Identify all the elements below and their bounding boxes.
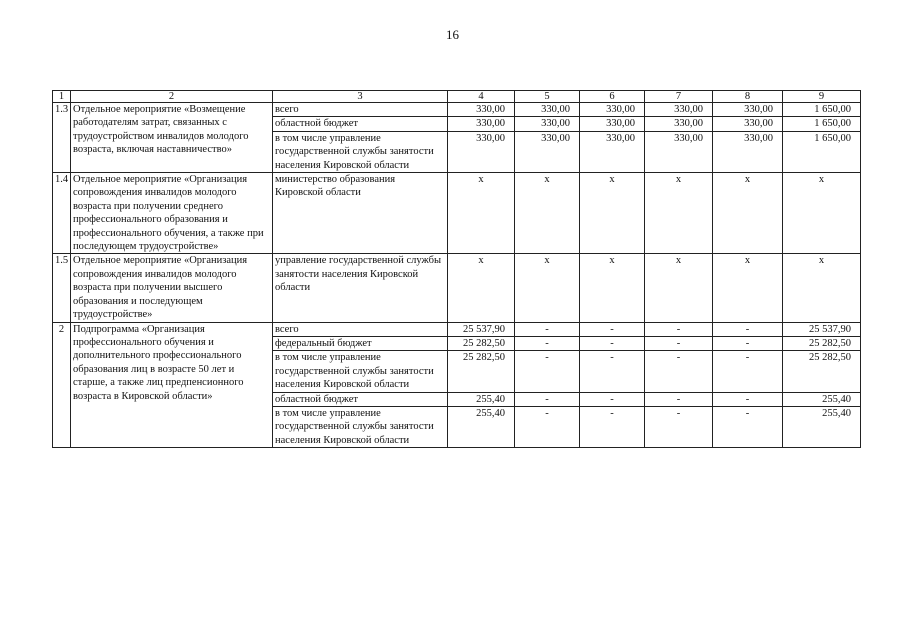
value-cell: х <box>645 254 713 322</box>
value-cell: - <box>645 351 713 392</box>
value-cell: х <box>515 254 580 322</box>
row-number: 1.4 <box>53 173 71 254</box>
value-cell: 25 282,50 <box>448 336 515 350</box>
value-cell: 25 537,90 <box>448 322 515 336</box>
value-cell: 330,00 <box>448 131 515 172</box>
header-cell: 2 <box>71 91 273 103</box>
table-row <box>53 103 861 117</box>
table-row <box>53 322 861 336</box>
value-cell: х <box>580 173 645 254</box>
value-cell: х <box>580 254 645 322</box>
value-cell: 255,40 <box>783 392 861 406</box>
value-cell: 25 282,50 <box>783 336 861 350</box>
row-number: 2 <box>53 322 71 448</box>
value-cell: 330,00 <box>580 103 645 117</box>
value-cell: 330,00 <box>580 131 645 172</box>
value-cell: 330,00 <box>515 131 580 172</box>
funding-source: областной бюджет <box>273 392 448 406</box>
value-cell: 330,00 <box>713 103 783 117</box>
subprogram-name: Подпрограмма «Организация профессионального обучения и дополнительного профессионального образования лиц в возрасте 50 лет и старше, а также лиц предпенсионного возраста в Кировской области» <box>71 322 273 448</box>
value-cell: 25 282,50 <box>448 351 515 392</box>
funding-source: в том числе управление государственной службы занятости населения Кировской области <box>273 351 448 392</box>
value-cell: - <box>645 322 713 336</box>
row-number: 1.3 <box>53 103 71 173</box>
header-cell: 6 <box>580 91 645 103</box>
table-row <box>53 254 861 322</box>
value-cell: - <box>580 336 645 350</box>
value-cell: 25 282,50 <box>783 351 861 392</box>
value-cell: х <box>448 254 515 322</box>
value-cell: - <box>713 351 783 392</box>
value-cell: - <box>515 336 580 350</box>
page-number: 16 <box>446 27 459 42</box>
funding-source: федеральный бюджет <box>273 336 448 350</box>
value-cell: 330,00 <box>713 131 783 172</box>
value-cell: 255,40 <box>448 406 515 447</box>
table-row <box>53 173 861 254</box>
value-cell: 330,00 <box>645 117 713 131</box>
value-cell: - <box>515 351 580 392</box>
value-cell: 330,00 <box>515 117 580 131</box>
row-number: 1.5 <box>53 254 71 322</box>
header-cell: 3 <box>273 91 448 103</box>
value-cell: 1 650,00 <box>783 117 861 131</box>
value-cell: х <box>783 173 861 254</box>
measure-name: Отдельное мероприятие «Организация сопровождения инвалидов молодого возраста при получении высшего образования и последующем трудоустройстве» <box>71 254 273 322</box>
header-cell: 1 <box>53 91 71 103</box>
value-cell: 330,00 <box>448 103 515 117</box>
header-cell: 9 <box>783 91 861 103</box>
value-cell: 255,40 <box>783 406 861 447</box>
value-cell: - <box>580 322 645 336</box>
value-cell: 25 537,90 <box>783 322 861 336</box>
value-cell: х <box>645 173 713 254</box>
value-cell: - <box>713 406 783 447</box>
measure-name: Отдельное мероприятие «Организация сопровождения инвалидов молодого возраста при получении среднего профессионального образования и профессионального обучения, а также при последующем трудоустройстве» <box>71 173 273 254</box>
value-cell: 330,00 <box>645 131 713 172</box>
value-cell: х <box>783 254 861 322</box>
measure-name: Отдельное мероприятие «Возмещение работодателям затрат, связанных с трудоустройством инвалидов молодого возраста, включая наставничество» <box>71 103 273 173</box>
value-cell: х <box>713 254 783 322</box>
header-cell: 8 <box>713 91 783 103</box>
funding-source: в том числе управление государственной службы занятости населения Кировской области <box>273 131 448 172</box>
value-cell: 330,00 <box>580 117 645 131</box>
value-cell: - <box>713 392 783 406</box>
value-cell: - <box>580 351 645 392</box>
value-cell: - <box>580 406 645 447</box>
value-cell: - <box>645 392 713 406</box>
value-cell: х <box>713 173 783 254</box>
value-cell: 1 650,00 <box>783 131 861 172</box>
value-cell: х <box>448 173 515 254</box>
funding-source: в том числе управление государственной службы занятости населения Кировской области <box>273 406 448 447</box>
value-cell: - <box>713 322 783 336</box>
value-cell: 330,00 <box>448 117 515 131</box>
header-cell: 5 <box>515 91 580 103</box>
header-row <box>53 91 861 103</box>
value-cell: 1 650,00 <box>783 103 861 117</box>
value-cell: - <box>515 322 580 336</box>
value-cell: х <box>515 173 580 254</box>
value-cell: 330,00 <box>515 103 580 117</box>
value-cell: 255,40 <box>448 392 515 406</box>
value-cell: - <box>515 406 580 447</box>
value-cell: 330,00 <box>645 103 713 117</box>
funding-source: управление государственной службы занятости населения Кировской области <box>273 254 448 322</box>
funding-source: всего <box>273 103 448 117</box>
value-cell: - <box>645 406 713 447</box>
value-cell: 330,00 <box>713 117 783 131</box>
header-cell: 7 <box>645 91 713 103</box>
funding-source: всего <box>273 322 448 336</box>
value-cell: - <box>515 392 580 406</box>
value-cell: - <box>580 392 645 406</box>
funding-source: областной бюджет <box>273 117 448 131</box>
header-cell: 4 <box>448 91 515 103</box>
value-cell: - <box>713 336 783 350</box>
financing-table <box>52 90 861 448</box>
funding-source: министерство образования Кировской области <box>273 173 448 254</box>
value-cell: - <box>645 336 713 350</box>
